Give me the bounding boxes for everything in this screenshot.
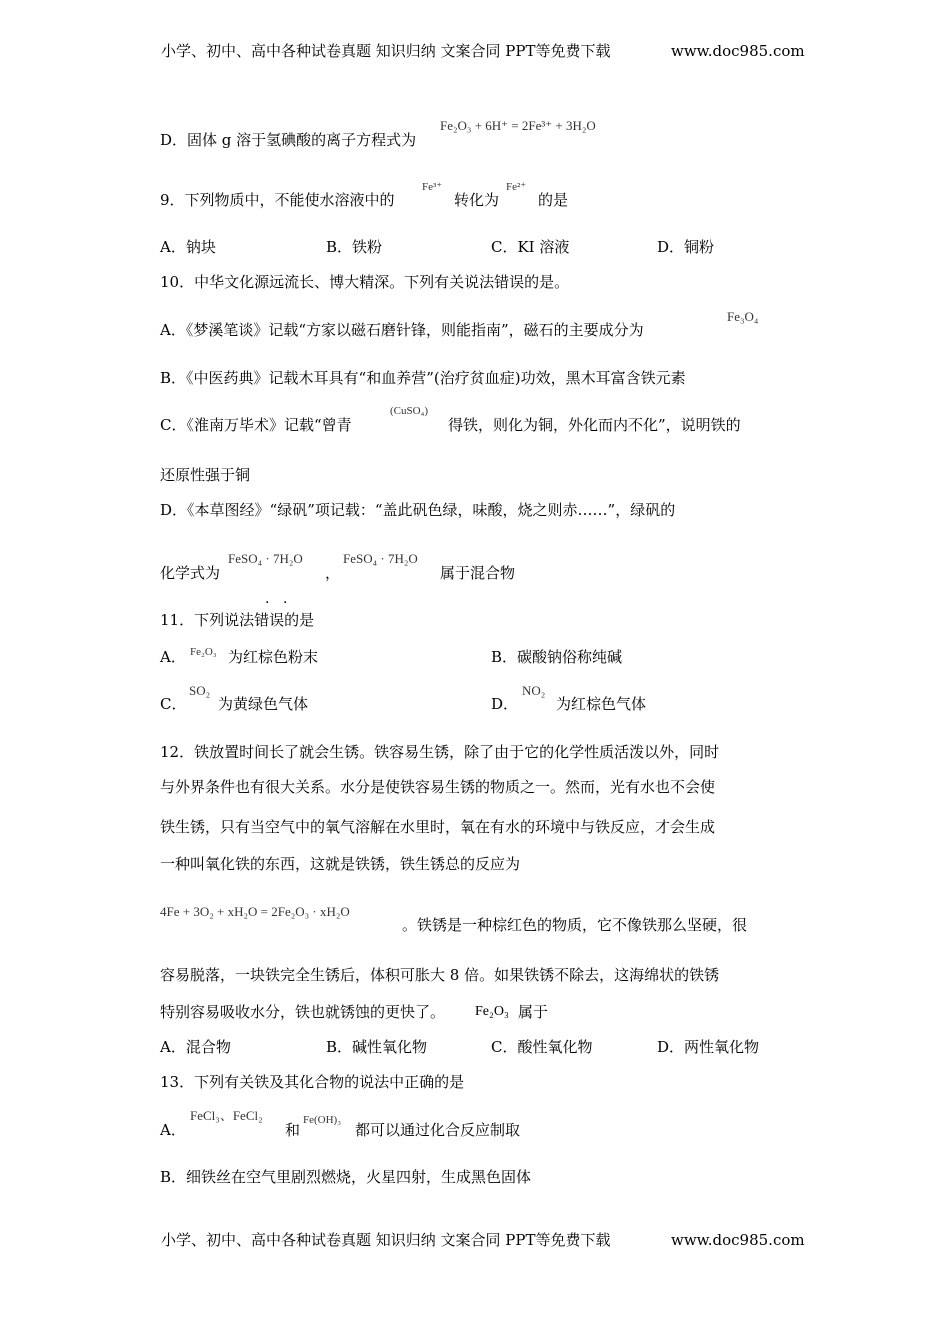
q9-option-a: A．钠块 xyxy=(160,238,216,256)
q11-a-formula: Fe₂O₃ xyxy=(190,646,217,658)
q10-c-formula: (CuSO₄) xyxy=(390,405,429,417)
q10-option-c-part1: C．《淮南万毕术》记载“曾青 xyxy=(160,416,352,434)
header-text: 小学、初中、高中各种试卷真题 知识归纳 文案合同 PPT等免费下载 xyxy=(161,42,611,60)
q13-option-b: B．细铁丝在空气里剧烈燃烧，火星四射，生成黑色固体 xyxy=(160,1168,532,1186)
header-url[interactable]: www.doc985.com xyxy=(671,42,805,60)
q12-line-3: 铁生锈，只有当空气中的氧气溶解在水里时，氧在有水的环境中与铁反应，才会生成 xyxy=(160,818,716,836)
q11-d-formula: NO₂ xyxy=(522,683,546,698)
emphasis-dot: · xyxy=(265,595,270,611)
q12-line-7-part2: 属于 xyxy=(518,1003,549,1021)
q11-option-a-label: A． xyxy=(160,648,186,666)
q12-line-6: 容易脱落，一块铁完全生锈后，体积可胀大 8 倍。如果铁锈不除去，这海绵状的铁锈 xyxy=(160,966,720,984)
q10-option-c-part2: 得铁，则化为铜，外化而内不化”，说明铁的 xyxy=(448,416,741,434)
q9-stem-part2: 转化为 xyxy=(454,191,500,209)
q8-option-d: D．固体 g 溶于氢碘酸的离子方程式为 xyxy=(160,131,417,149)
q12-option-d: D．两性氧化物 xyxy=(657,1038,760,1056)
q11-option-d-text: 为红棕色气体 xyxy=(556,695,647,713)
q10-d-comma: ， xyxy=(325,564,341,582)
q11-option-b: B．碳酸钠俗称纯碱 xyxy=(491,648,623,666)
footer-text: 小学、初中、高中各种试卷真题 知识归纳 文案合同 PPT等免费下载 xyxy=(161,1231,611,1249)
q12-option-c: C．酸性氧化物 xyxy=(491,1038,593,1056)
q10-option-d-part2: 属于混合物 xyxy=(440,564,516,582)
q11-option-c-label: C． xyxy=(160,695,187,713)
q8-d-formula: Fe₂O₃ + 6H⁺ = 2Fe³⁺ + 3H₂O xyxy=(440,118,596,133)
q9-option-c: C．KI 溶液 xyxy=(491,238,570,256)
q12-option-b: B．碱性氧化物 xyxy=(326,1038,428,1056)
q12-line-7-formula: Fe₂O₃ xyxy=(475,1004,509,1019)
q11-option-c-text: 为黄绿色气体 xyxy=(218,695,309,713)
q9-stem-part1: 9．下列物质中，不能使水溶液中的 xyxy=(160,191,395,209)
q11-c-formula: SO₂ xyxy=(189,683,211,698)
q10-option-d-line1: D．《本草图经》“绿矾”项记载：“盖此矾色绿，味酸，烧之则赤……”，绿矾的 xyxy=(160,501,676,519)
q13-option-a-and: 和 xyxy=(285,1121,301,1139)
q10-stem: 10．中华文化源远流长、博大精深。下列有关说法错误的是。 xyxy=(160,273,570,291)
q9-option-b: B．铁粉 xyxy=(326,238,383,256)
q9-formula-fe2: Fe²⁺ xyxy=(506,181,527,193)
q13-a-formula-1: FeCl₃、FeCl₂ xyxy=(190,1108,263,1123)
q11-option-d-label: D． xyxy=(491,695,519,713)
emphasis-dot: · xyxy=(283,595,288,611)
q10-option-b: B．《中医药典》记载木耳具有“和血养营”(治疗贫血症)功效，黑木耳富含铁元素 xyxy=(160,369,686,387)
q11-stem: 11．下列说法错误的是 xyxy=(160,611,315,629)
q11-option-a-text: 为红棕色粉末 xyxy=(228,648,319,666)
footer-url[interactable]: www.doc985.com xyxy=(671,1231,805,1249)
q12-rust-equation: 4Fe + 3O₂ + xH₂O = 2Fe₂O₃ · xH₂O xyxy=(160,904,350,919)
q10-option-a: A．《梦溪笔谈》记载“方家以磁石磨针锋，则能指南”，磁石的主要成分为 xyxy=(160,321,644,339)
q10-d-formula-2: FeSO₄ · 7H₂O xyxy=(343,551,418,566)
q10-option-d-part1: 化学式为 xyxy=(160,564,221,582)
q10-a-formula: Fe₃O₄ xyxy=(727,309,759,324)
q10-d-formula-1: FeSO₄ · 7H₂O xyxy=(228,551,303,566)
q12-option-a: A．混合物 xyxy=(160,1038,231,1056)
q10-option-c-line2: 还原性强于铜 xyxy=(160,466,251,484)
q13-option-a-label: A． xyxy=(160,1121,186,1139)
q12-line-1: 12．铁放置时间长了就会生锈。铁容易生锈，除了由于它的化学性质活泼以外，同时 xyxy=(160,743,720,761)
q9-option-d: D．铜粉 xyxy=(657,238,715,256)
q13-a-formula-2: Fe(OH)₃ xyxy=(303,1114,342,1126)
q12-line-4: 一种叫氧化铁的东西，这就是铁锈，铁生锈总的反应为 xyxy=(160,855,521,873)
q12-line-2: 与外界条件也有很大关系。水分是使铁容易生锈的物质之一。然而，光有水也不会使 xyxy=(160,778,716,796)
q9-formula-fe3: Fe³⁺ xyxy=(422,181,443,193)
q13-stem: 13．下列有关铁及其化合物的说法中正确的是 xyxy=(160,1073,465,1091)
q13-option-a-text: 都可以通过化合反应制取 xyxy=(355,1121,521,1139)
q9-stem-part3: 的是 xyxy=(538,191,569,209)
q12-line-5: 。铁锈是一种棕红色的物质，它不像铁那么坚硬，很 xyxy=(402,916,748,934)
q12-line-7-part1: 特别容易吸收水分，铁也就锈蚀的更快了。 xyxy=(160,1003,446,1021)
